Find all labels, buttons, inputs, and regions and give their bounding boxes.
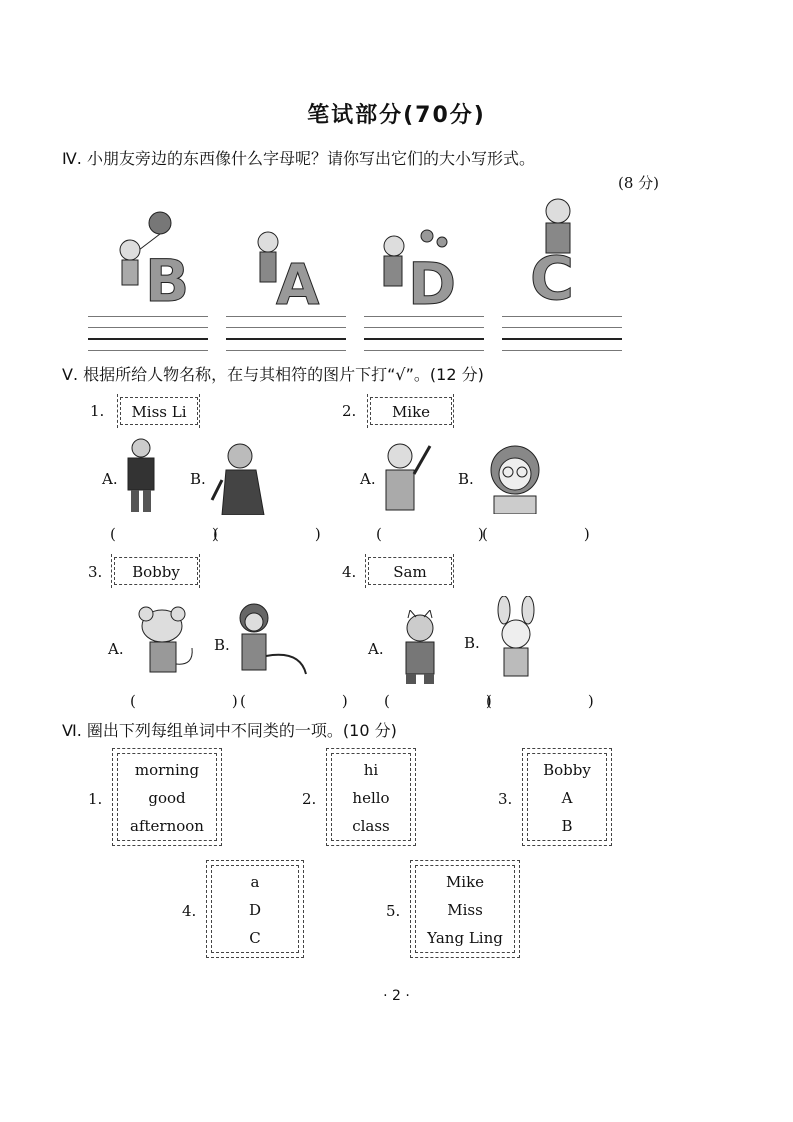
group-5-word-3[interactable]: Yang Ling (427, 929, 503, 947)
item-2-option-b-label: B. (458, 470, 474, 488)
item-4-option-b-answer[interactable]: ( ) (486, 692, 616, 710)
item-4-option-b-label: B. (464, 634, 480, 652)
group-4-word-box (206, 860, 304, 958)
boy-waving-picture (376, 440, 436, 515)
group-5-number: 5. (386, 902, 401, 920)
writing-lines-4[interactable] (502, 316, 622, 351)
section-4-heading: Ⅳ. 小朋友旁边的东西像什么字母呢？请你写出它们的大小写形式。 (62, 149, 535, 168)
letter-b-picture (100, 205, 210, 305)
letter-d-picture (372, 222, 482, 308)
item-1-option-b-answer[interactable]: ( ) (213, 525, 343, 543)
group-1-word-box (112, 748, 222, 846)
item-1-option-a-label: A. (102, 470, 118, 488)
item-4-name-box: Sam (368, 557, 452, 585)
item-1-option-b-label: B. (190, 470, 206, 488)
group-4-word-2[interactable]: D (248, 901, 262, 919)
group-2-word-1[interactable]: hi (363, 761, 379, 779)
writing-lines-2[interactable] (226, 316, 346, 351)
group-4-number: 4. (182, 902, 197, 920)
letter-c-picture (510, 195, 620, 305)
group-5-word-1[interactable]: Mike (445, 873, 485, 891)
letter-c-glyph: C (530, 244, 575, 305)
group-3-number: 3. (498, 790, 513, 808)
item-2-option-a-answer[interactable]: ( ) (376, 525, 506, 543)
girl-glasses-picture (480, 442, 550, 514)
teacher-man-picture (118, 436, 164, 516)
page-title: 笔试部分(70分) (307, 103, 486, 128)
group-2-word-2[interactable]: hello (352, 789, 390, 807)
item-1-option-a-answer[interactable]: ( ) (110, 525, 240, 543)
letter-a-picture (238, 228, 348, 308)
monkey-picture (230, 600, 310, 688)
item-3-name-box: Bobby (114, 557, 198, 585)
group-3-word-2[interactable]: A (561, 789, 573, 807)
item-1-number: 1. (90, 402, 105, 420)
item-3-option-b-answer[interactable]: ( ) (240, 692, 370, 710)
item-4-option-a-answer[interactable]: ( ) (384, 692, 514, 710)
item-3-number: 3. (88, 563, 103, 581)
item-4-number: 4. (342, 563, 357, 581)
item-2-option-a-label: A. (360, 470, 376, 488)
group-3-word-3[interactable]: B (561, 817, 573, 835)
mouse-picture (130, 604, 200, 686)
group-5-word-2[interactable]: Miss (447, 901, 483, 919)
group-1-number: 1. (88, 790, 103, 808)
item-3-option-a-label: A. (108, 640, 124, 658)
section-4-points: (8 分) (618, 174, 660, 192)
group-2-word-box (326, 748, 416, 846)
rabbit-picture (484, 596, 548, 686)
teacher-woman-picture (208, 440, 278, 515)
group-2-word-3[interactable]: class (352, 817, 390, 835)
writing-lines-1[interactable] (88, 316, 208, 351)
group-3-word-box (522, 748, 612, 846)
letter-d-glyph: D (408, 250, 457, 308)
letter-a-glyph: A (276, 253, 320, 308)
item-4-option-a-label: A. (368, 640, 384, 658)
item-3-option-b-label: B. (214, 636, 230, 654)
item-2-name-box: Mike (370, 397, 452, 425)
section-6-heading: Ⅵ. 圈出下列每组单词中不同类的一项。(10 分) (62, 721, 397, 740)
item-3-option-a-answer[interactable]: ( ) (130, 692, 260, 710)
item-2-option-b-answer[interactable]: ( ) (482, 525, 612, 543)
group-5-word-box (410, 860, 520, 958)
page-number: · 2 · (383, 988, 410, 1004)
group-1-word-2[interactable]: good (148, 789, 186, 807)
writing-lines-3[interactable] (364, 316, 484, 351)
letter-b-glyph: B (145, 247, 190, 305)
cat-picture (392, 610, 448, 686)
group-4-word-3[interactable]: C (249, 929, 261, 947)
group-2-number: 2. (302, 790, 317, 808)
group-3-word-1[interactable]: Bobby (543, 761, 591, 779)
section-5-heading: Ⅴ. 根据所给人物名称，在与其相符的图片下打“√”。(12 分) (62, 365, 484, 384)
item-1-name-box: Miss Li (120, 397, 198, 425)
group-4-word-1[interactable]: a (250, 873, 260, 891)
item-2-number: 2. (342, 402, 357, 420)
group-1-word-1[interactable]: morning (134, 761, 200, 779)
group-1-word-3[interactable]: afternoon (130, 817, 204, 835)
